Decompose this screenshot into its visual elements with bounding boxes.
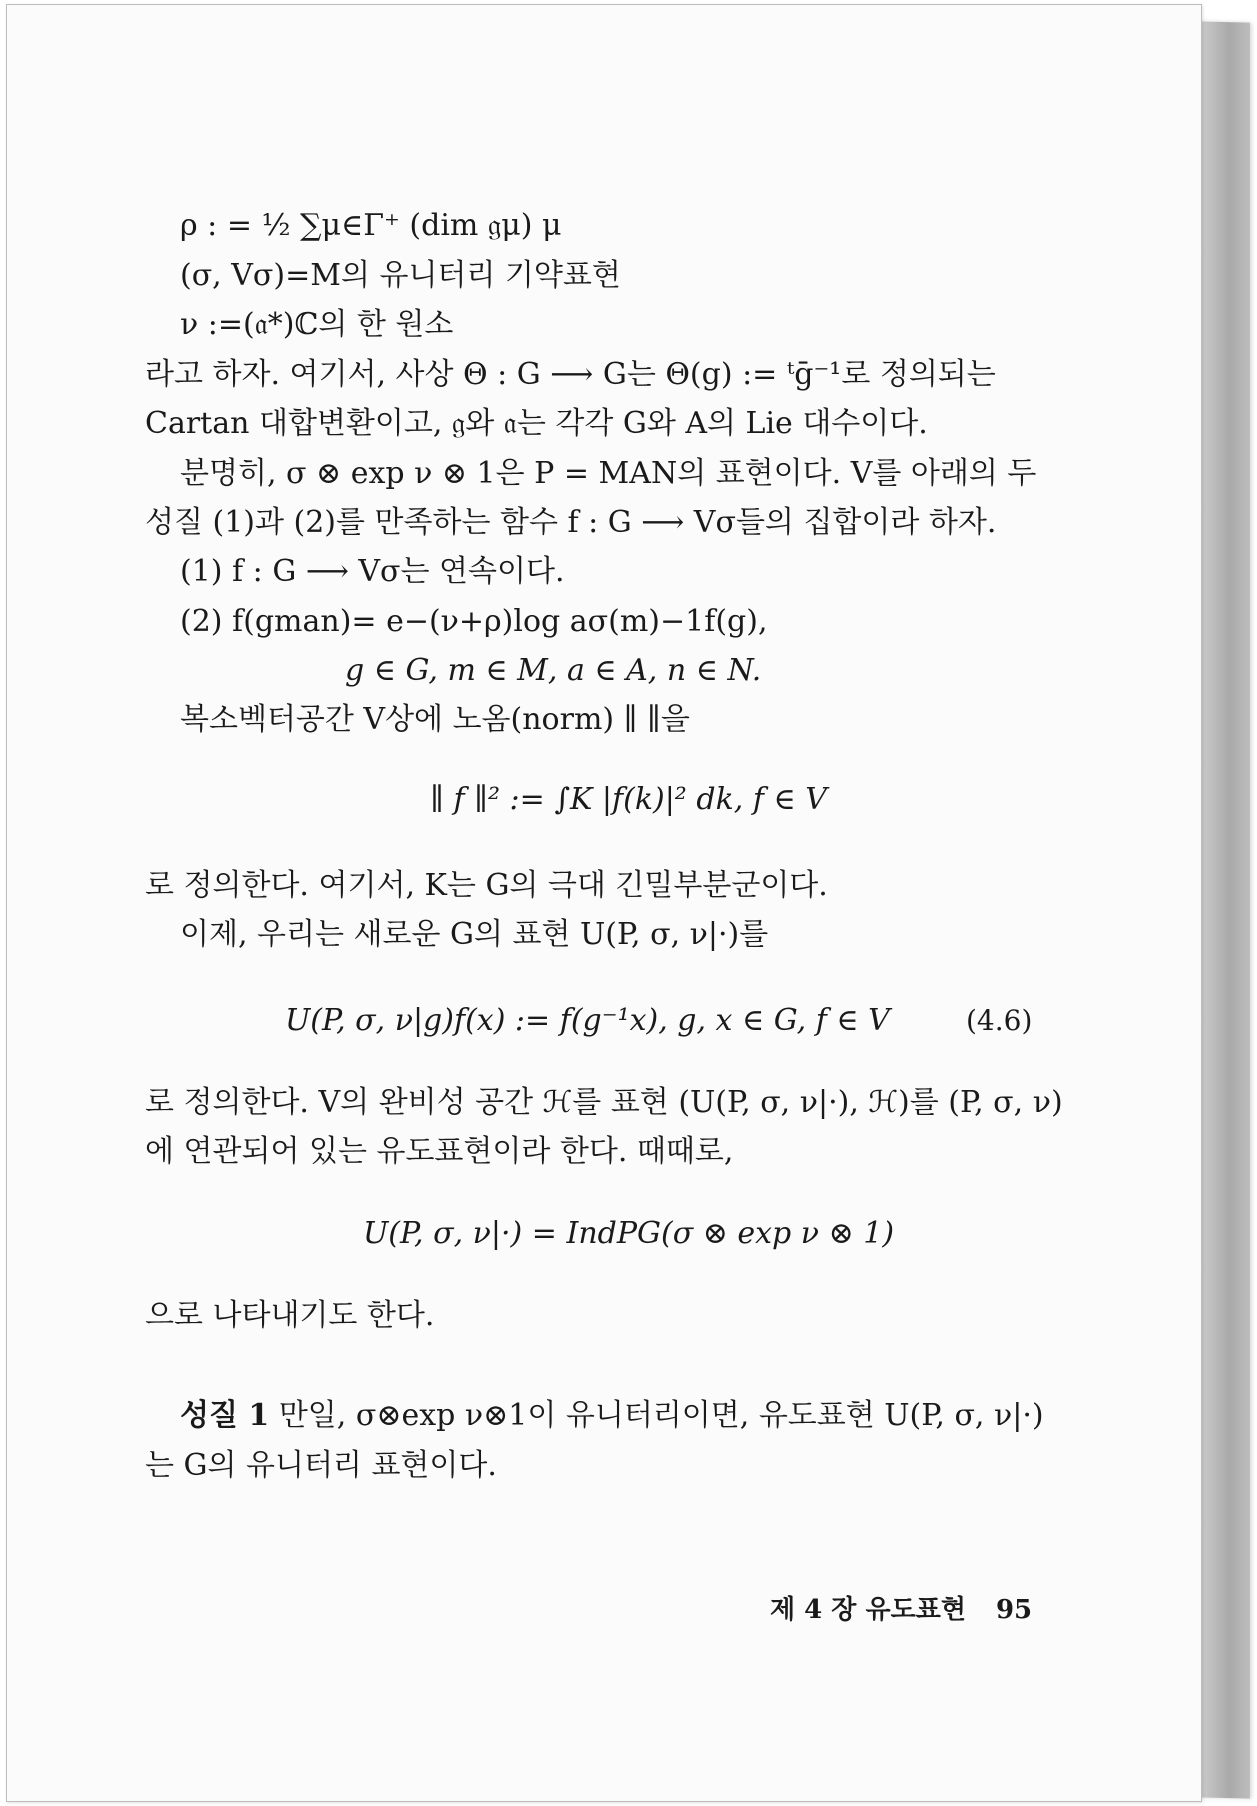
property-text: 만일, σ⊗exp ν⊗1이 유니터리이면, 유도표현 U(P, σ, ν|·) — [278, 1398, 1044, 1433]
para5: 으로 나타내기도 한다. — [145, 1298, 435, 1333]
induced-representation-equation: U(P, σ, ν|·) = IndPG(σ ⊗ exp ν ⊗ 1) — [362, 1216, 895, 1251]
property-label: 성질 1 — [180, 1398, 270, 1433]
property-line1 — [180, 1396, 1044, 1436]
condition-1: (1) f : G ⟶ Vσ는 연속이다. — [180, 554, 565, 589]
para3-line2: 이제, 우리는 새로운 G의 표현 U(P, σ, ν|·)를 — [180, 917, 769, 952]
para1-line2: Cartan 대합변환이고, 𝔤와 𝔞는 각각 G와 A의 Lie 대수이다. — [145, 406, 928, 441]
book-spine — [1198, 21, 1250, 1798]
def-sigma: (σ, Vσ)=M의 유니터리 기약표현 — [180, 258, 621, 293]
para4-line1: 로 정의한다. V의 완비성 공간 ℋ를 표현 (U(P, σ, ν|·), ℋ)를 (P, σ, ν) — [145, 1085, 1063, 1120]
page-number: 95 — [995, 1595, 1033, 1625]
norm-equation: ∥ f ∥² := ∫K |f(k)|² dk, f ∈ V — [430, 782, 827, 817]
page-footer — [770, 1589, 1032, 1626]
equation-4-6: U(P, σ, ν|g)f(x) := f(g⁻¹x), g, x ∈ G, f ∈ V — [285, 1003, 890, 1038]
para3-line1: 로 정의한다. 여기서, K는 G의 극대 긴밀부분군이다. — [145, 868, 828, 903]
def-rho: ρ : = ½ ∑μ∈Γ⁺ (dim 𝔤μ) μ — [180, 208, 562, 243]
para1-line1: 라고 하자. 여기서, 사상 Θ : G ⟶ G는 Θ(g) := ᵗḡ⁻¹로 정의되는 — [145, 357, 996, 392]
condition-2-quantifiers: g ∈ G, m ∈ M, a ∈ A, n ∈ N. — [345, 653, 762, 688]
para2-line2: 성질 (1)과 (2)를 만족하는 함수 f : G ⟶ Vσ들의 집합이라 하자. — [145, 505, 997, 540]
property-line2: 는 G의 유니터리 표현이다. — [145, 1448, 497, 1483]
norm-intro: 복소벡터공간 V상에 노옴(norm) ∥ ∥을 — [180, 702, 690, 737]
para2-line1: 분명히, σ ⊗ exp ν ⊗ 1은 P = MAN의 표현이다. V를 아래의 두 — [180, 456, 1037, 491]
chapter-title: 제 4 장 유도표현 — [770, 1595, 966, 1625]
para4-line2: 에 연관되어 있는 유도표현이라 한다. 때때로, — [145, 1134, 734, 1169]
def-nu: ν :=(𝔞*)ℂ의 한 원소 — [180, 307, 454, 342]
condition-2: (2) f(gman)= e−(ν+ρ)log aσ(m)−1f(g), — [180, 604, 768, 639]
equation-number: (4.6) — [966, 1004, 1033, 1037]
